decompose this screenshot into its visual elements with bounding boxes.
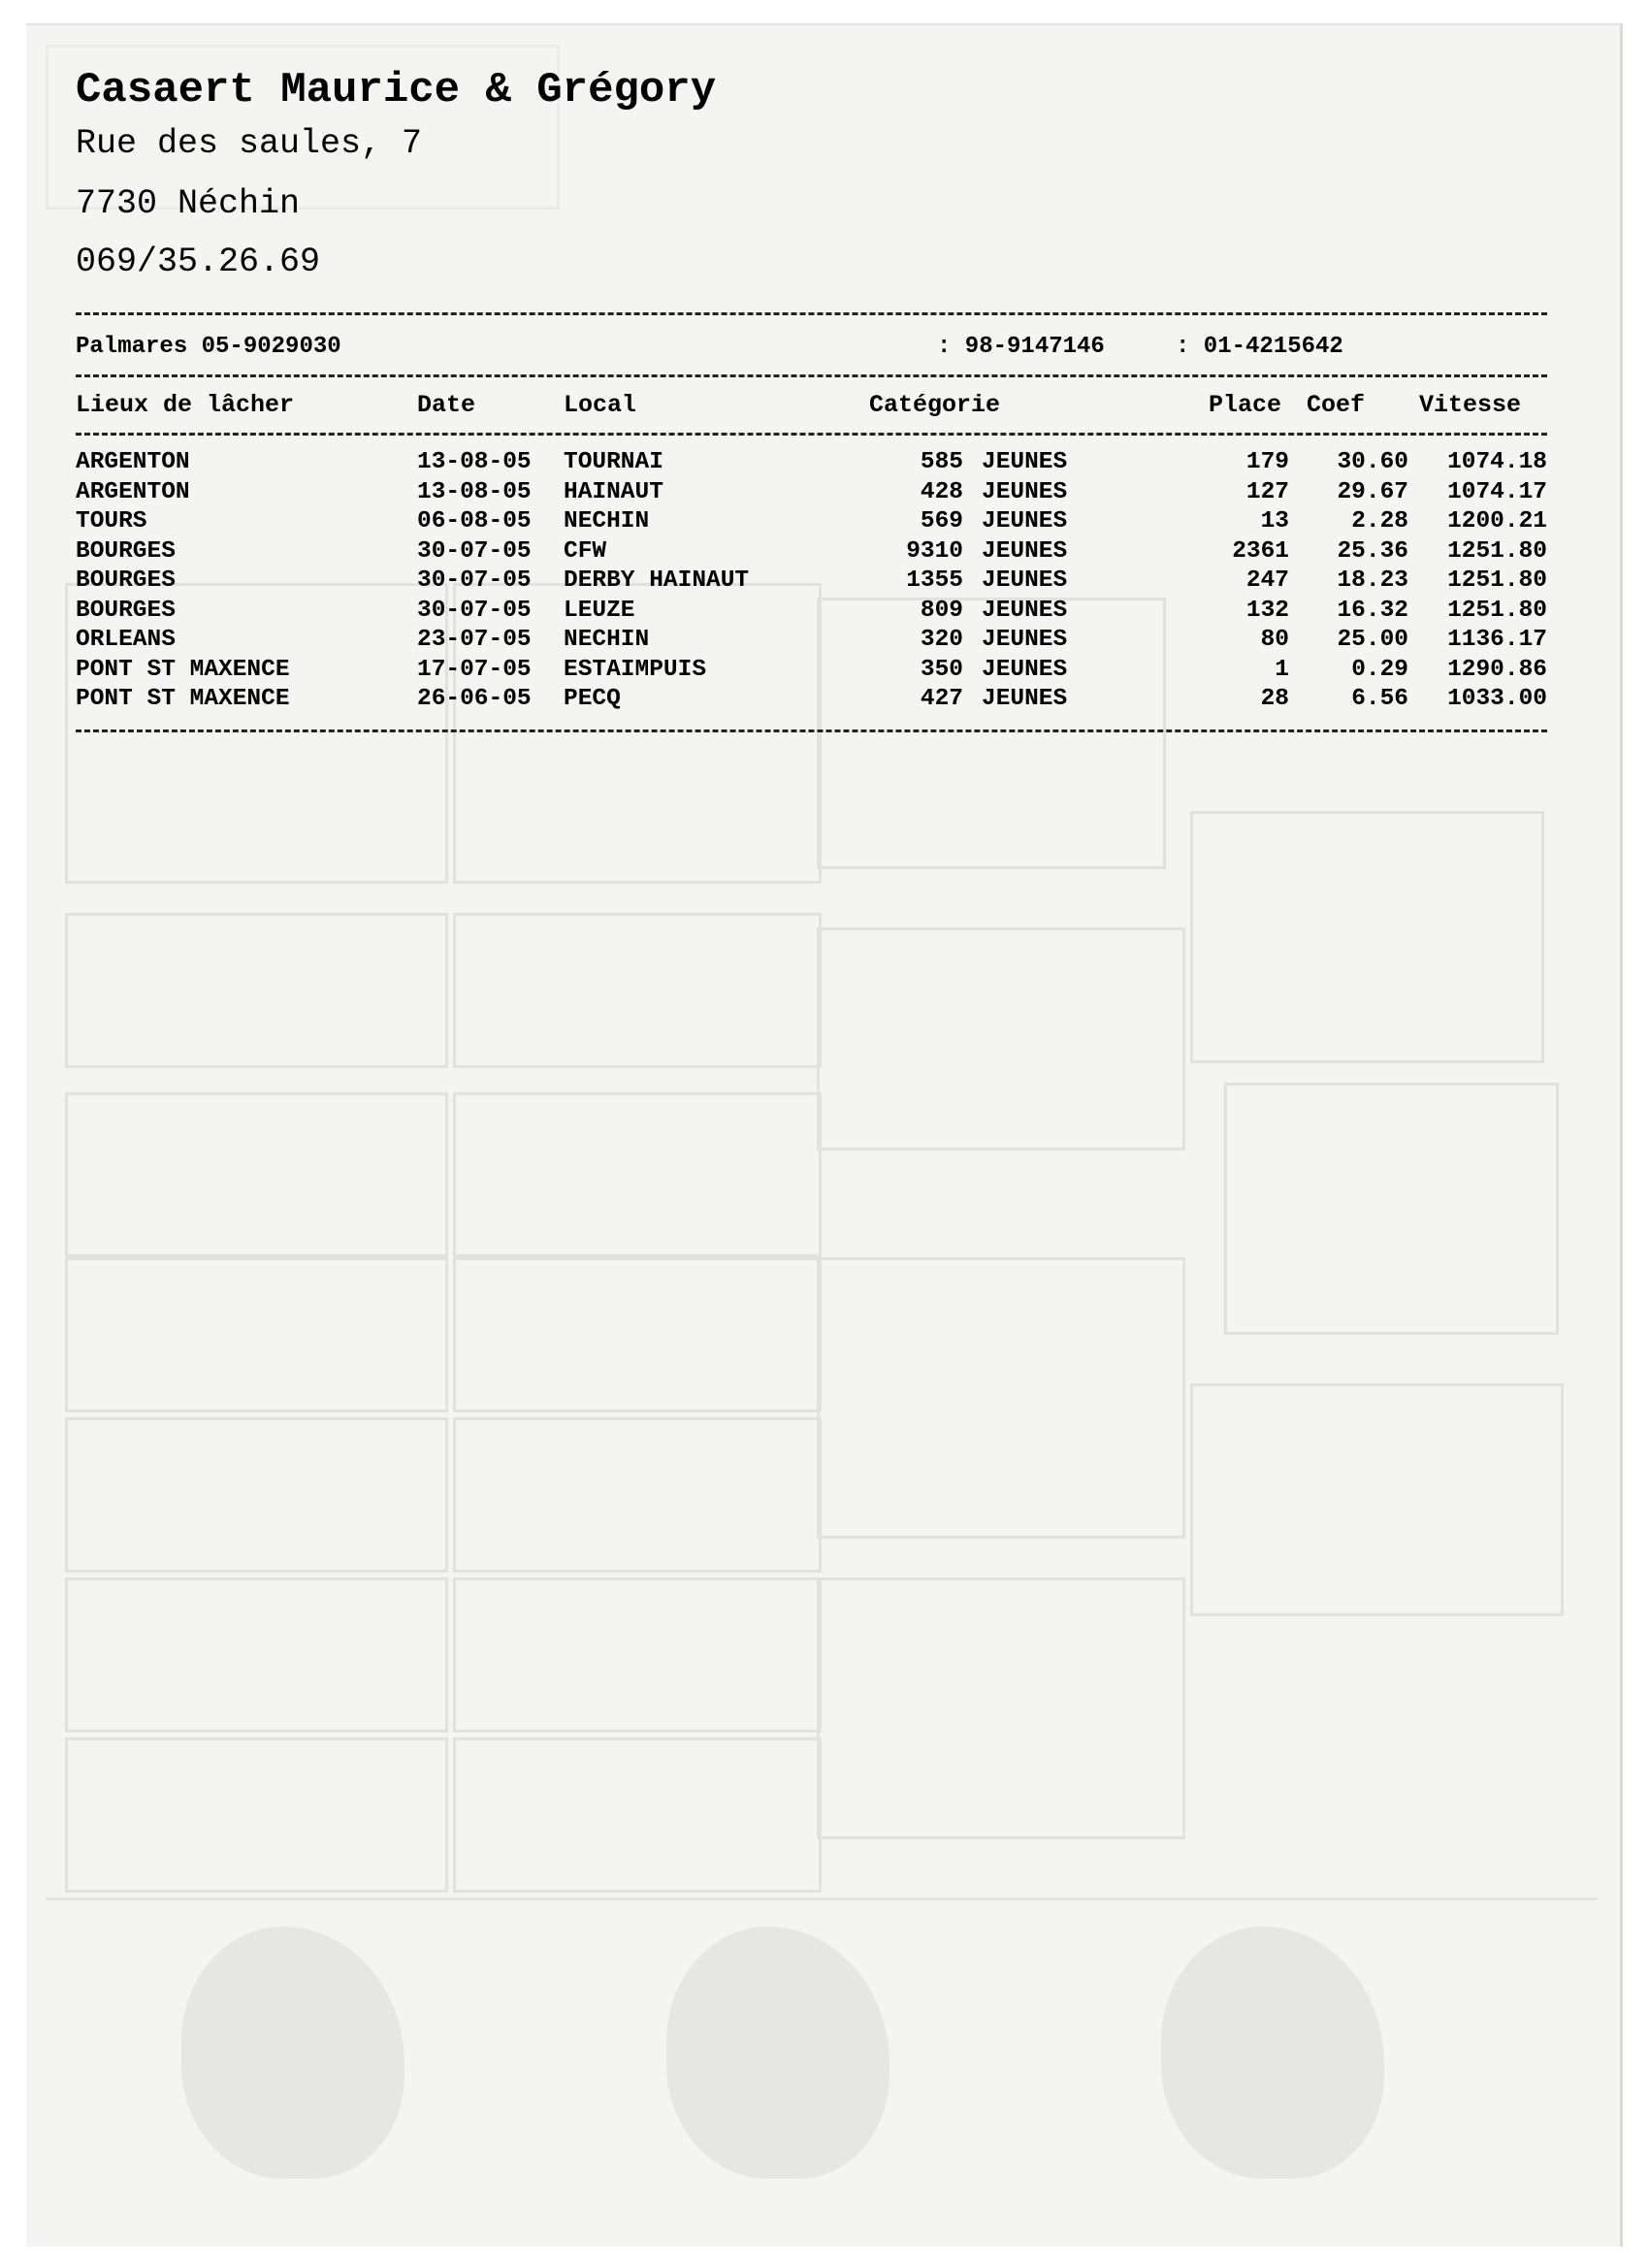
cell-local: CFW xyxy=(564,537,607,565)
cell-place: 132 xyxy=(1245,597,1289,624)
cell-categorie: JEUNES xyxy=(982,537,1068,565)
cell-coef: 30.60 xyxy=(1337,449,1408,475)
bleed-through-box xyxy=(1190,811,1544,1063)
cell-vitesse: 1251.80 xyxy=(1447,537,1547,565)
cell-nombre: 9310 xyxy=(906,537,963,565)
bleed-through-box xyxy=(453,1257,822,1412)
bleed-through-box xyxy=(453,913,822,1068)
table-row xyxy=(76,537,1547,567)
cell-categorie: JEUNES xyxy=(982,686,1068,712)
cell-place: 80 xyxy=(1260,627,1289,653)
cell-nombre: 350 xyxy=(920,656,963,683)
cell-lieu: ARGENTON xyxy=(76,478,190,505)
cell-local: TOURNAI xyxy=(564,449,663,475)
cell-lieu: ARGENTON xyxy=(76,449,190,475)
cell-coef: 29.67 xyxy=(1337,478,1408,505)
cell-date: 30-07-05 xyxy=(417,537,532,565)
bleed-through-rule xyxy=(46,1897,1598,1900)
cell-date: 06-08-05 xyxy=(417,508,532,535)
bleed-through-box xyxy=(817,927,1185,1150)
cell-categorie: JEUNES xyxy=(982,449,1068,475)
column-header-place: Place xyxy=(1209,391,1282,419)
cell-local: ESTAIMPUIS xyxy=(564,656,707,683)
bleed-through-box xyxy=(817,1257,1185,1539)
owner-phone: 069/35.26.69 xyxy=(76,243,321,281)
cell-nombre: 569 xyxy=(920,508,963,535)
bleed-through-box xyxy=(65,913,448,1068)
divider xyxy=(76,729,1547,732)
cell-place: 28 xyxy=(1260,686,1289,712)
bleed-through-box xyxy=(65,1417,448,1572)
column-header-lieux: Lieux de lâcher xyxy=(76,391,295,419)
cell-lieu: PONT ST MAXENCE xyxy=(76,656,290,683)
bleed-through-box xyxy=(65,1737,448,1893)
cell-categorie: JEUNES xyxy=(982,508,1068,535)
table-row xyxy=(76,478,1547,507)
bleed-through-pigeon xyxy=(1161,1927,1384,2179)
cell-nombre: 809 xyxy=(920,597,963,624)
cell-categorie: JEUNES xyxy=(982,478,1068,505)
cell-lieu: TOURS xyxy=(76,508,147,535)
cell-local: HAINAUT xyxy=(564,478,663,505)
column-header-categorie: Catégorie xyxy=(869,391,1001,419)
divider xyxy=(76,374,1547,377)
cell-nombre: 427 xyxy=(920,686,963,712)
cell-place: 1 xyxy=(1275,656,1289,683)
cell-local: NECHIN xyxy=(564,627,650,653)
divider xyxy=(76,312,1547,315)
cell-nombre: 428 xyxy=(920,478,963,505)
table-row xyxy=(76,626,1547,655)
table-row xyxy=(76,507,1547,536)
cell-coef: 6.56 xyxy=(1351,686,1408,712)
cell-categorie: JEUNES xyxy=(982,627,1068,653)
cell-nombre: 1355 xyxy=(906,567,963,594)
bleed-through-box xyxy=(65,1092,448,1257)
palmares-ref-1: : 98-9147146 xyxy=(937,334,1105,360)
cell-date: 23-07-05 xyxy=(417,627,532,653)
cell-vitesse: 1136.17 xyxy=(1447,627,1547,653)
cell-categorie: JEUNES xyxy=(982,597,1068,624)
table-row xyxy=(76,448,1547,477)
palmares-label: Palmares 05-9029030 xyxy=(76,334,341,360)
cell-coef: 0.29 xyxy=(1351,656,1408,683)
owner-street: Rue des saules, 7 xyxy=(76,124,423,163)
cell-coef: 25.36 xyxy=(1337,537,1408,565)
cell-vitesse: 1251.80 xyxy=(1447,597,1547,624)
cell-vitesse: 1074.17 xyxy=(1447,478,1547,505)
bleed-through-box xyxy=(65,1577,448,1733)
cell-categorie: JEUNES xyxy=(982,567,1068,594)
cell-local: PECQ xyxy=(564,686,621,712)
cell-lieu: BOURGES xyxy=(76,567,176,594)
cell-lieu: PONT ST MAXENCE xyxy=(76,686,290,712)
cell-local: NECHIN xyxy=(564,508,650,535)
table-row xyxy=(76,597,1547,626)
cell-date: 26-06-05 xyxy=(417,686,532,712)
cell-date: 13-08-05 xyxy=(417,478,532,505)
cell-place: 179 xyxy=(1245,449,1289,475)
cell-date: 13-08-05 xyxy=(417,449,532,475)
bleed-through-box xyxy=(1190,1383,1564,1616)
table-row xyxy=(76,656,1547,685)
cell-vitesse: 1251.80 xyxy=(1447,567,1547,594)
cell-vitesse: 1200.21 xyxy=(1447,508,1547,535)
cell-place: 247 xyxy=(1245,567,1289,594)
bleed-through-box xyxy=(453,1092,822,1257)
cell-nombre: 585 xyxy=(920,449,963,475)
cell-vitesse: 1074.18 xyxy=(1447,449,1547,475)
bleed-through-box xyxy=(453,1577,822,1733)
cell-date: 17-07-05 xyxy=(417,656,532,683)
cell-categorie: JEUNES xyxy=(982,656,1068,683)
bleed-through-box xyxy=(453,1417,822,1572)
table-row xyxy=(76,685,1547,714)
owner-city: 7730 Néchin xyxy=(76,184,301,223)
bleed-through-pigeon xyxy=(181,1927,404,2179)
cell-nombre: 320 xyxy=(920,627,963,653)
owner-name: Casaert Maurice & Grégory xyxy=(76,66,717,114)
cell-coef: 18.23 xyxy=(1337,567,1408,594)
cell-lieu: BOURGES xyxy=(76,597,176,624)
cell-place: 13 xyxy=(1260,508,1289,535)
column-header-coef: Coef xyxy=(1307,391,1366,419)
column-header-local: Local xyxy=(564,391,637,419)
table-row xyxy=(76,567,1547,596)
cell-place: 2361 xyxy=(1232,537,1289,565)
palmares-ref-2: : 01-4215642 xyxy=(1176,334,1343,360)
cell-lieu: BOURGES xyxy=(76,537,176,565)
bleed-through-box xyxy=(817,1577,1185,1839)
cell-coef: 25.00 xyxy=(1337,627,1408,653)
cell-vitesse: 1033.00 xyxy=(1447,686,1547,712)
cell-coef: 16.32 xyxy=(1337,597,1408,624)
column-header-vitesse: Vitesse xyxy=(1419,391,1522,419)
bleed-through-box xyxy=(65,1257,448,1412)
bleed-through-box xyxy=(453,1737,822,1893)
divider xyxy=(76,433,1547,436)
cell-date: 30-07-05 xyxy=(417,567,532,594)
cell-local: DERBY HAINAUT xyxy=(564,567,750,594)
cell-vitesse: 1290.86 xyxy=(1447,656,1547,683)
column-header-date: Date xyxy=(417,391,476,419)
cell-lieu: ORLEANS xyxy=(76,627,176,653)
cell-coef: 2.28 xyxy=(1351,508,1408,535)
table-header xyxy=(76,391,1522,420)
cell-date: 30-07-05 xyxy=(417,597,532,624)
palmares-row xyxy=(76,333,1343,362)
bleed-through-box xyxy=(1224,1083,1559,1335)
bleed-through-pigeon xyxy=(666,1927,889,2179)
cell-local: LEUZE xyxy=(564,597,635,624)
cell-place: 127 xyxy=(1245,478,1289,505)
